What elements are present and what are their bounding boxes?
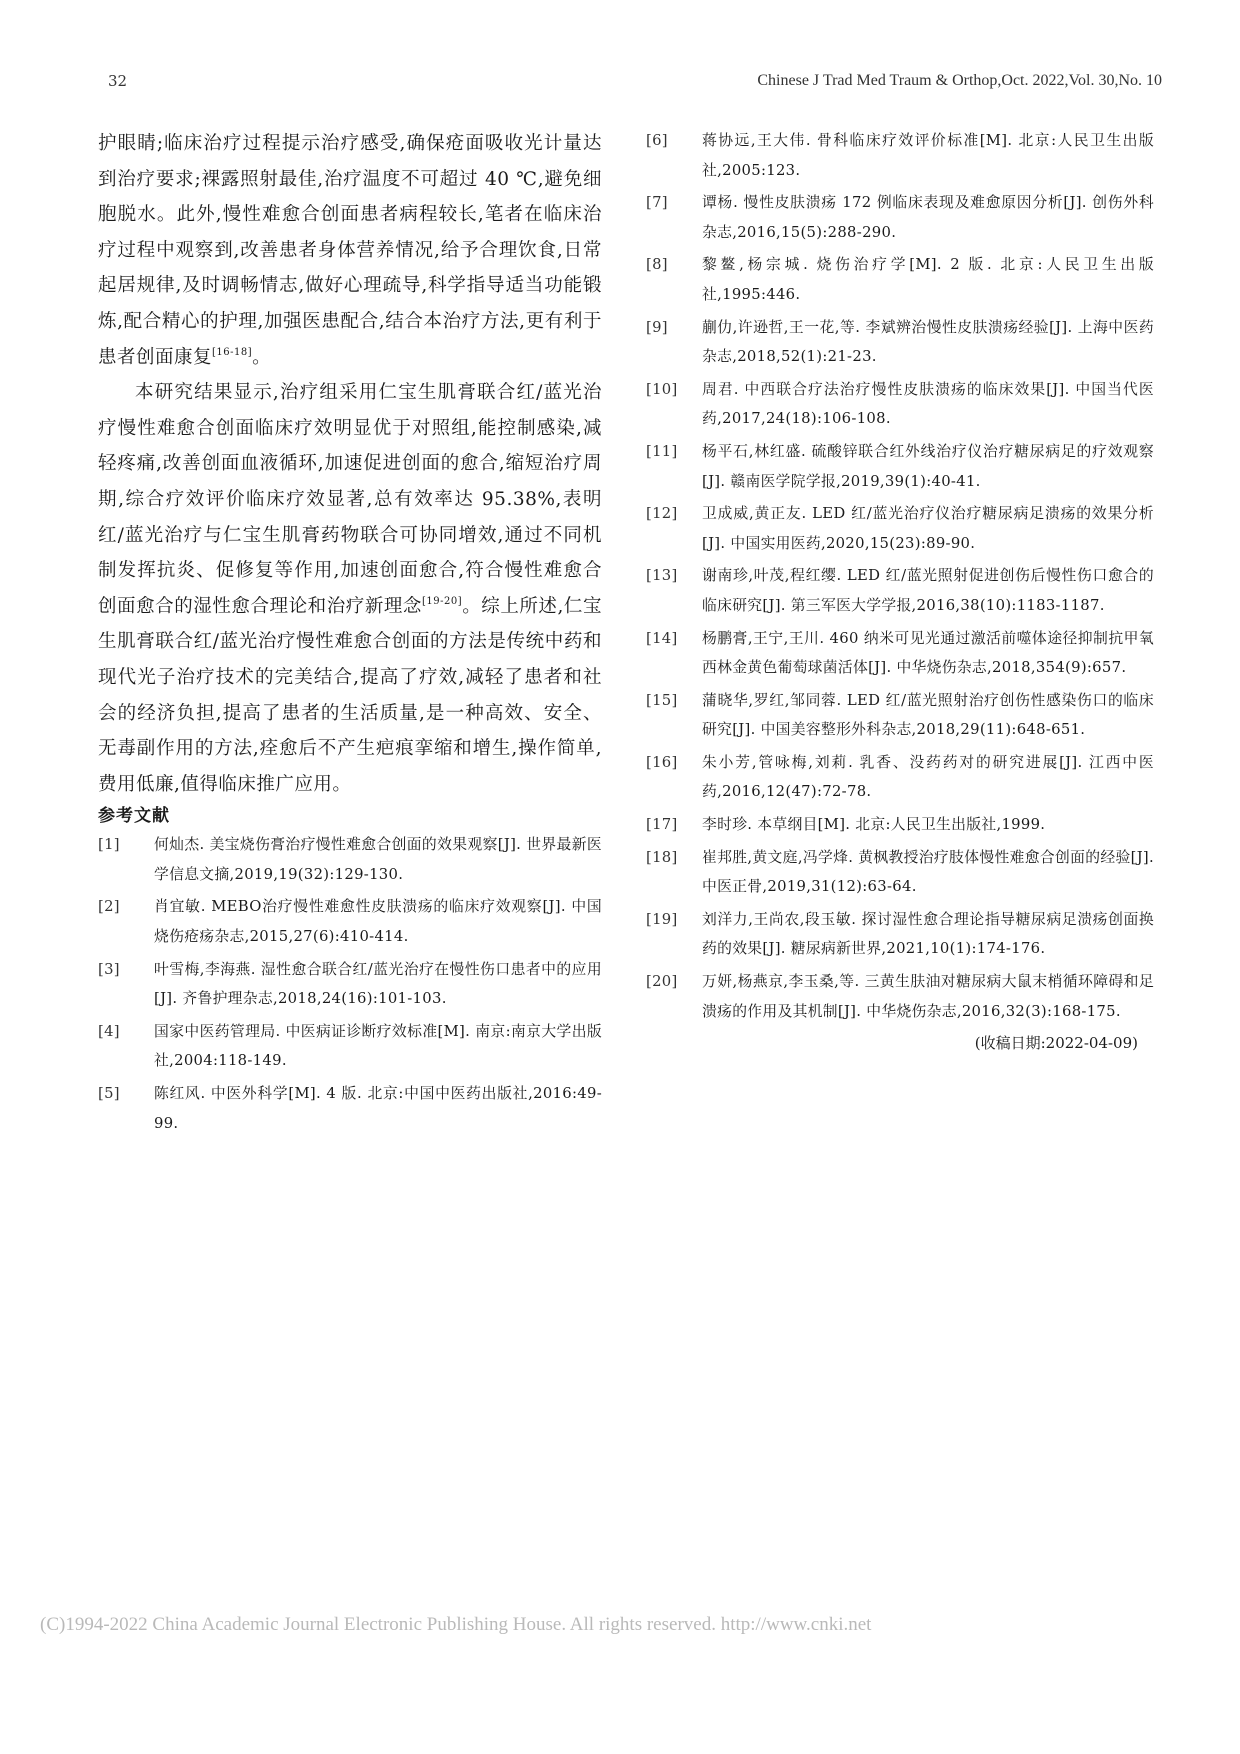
reference-number: [19] bbox=[646, 910, 678, 928]
reference-item bbox=[98, 830, 602, 889]
reference-number: [14] bbox=[646, 629, 678, 647]
reference-number: [9] bbox=[646, 318, 668, 336]
reference-number: [16] bbox=[646, 753, 678, 771]
reference-text: 蒲晓华,罗红,邹同蓉. LED 红/蓝光照射治疗创伤性感染伤口的临床研究[J]. 中国美容整形外科杂志,2018,29(11):648-651. bbox=[702, 691, 1154, 739]
left-column bbox=[98, 126, 602, 1141]
reference-number: [4] bbox=[98, 1022, 120, 1040]
paragraph-1-text: 护眼睛;临床治疗过程提示治疗感受,确保疮面吸收光计量达到治疗要求;裸露照射最佳,治疗温度不可超过 40 ℃,避免细胞脱水。此外,慢性难愈合创面患者病程较长,笔者在临床治疗过程中观察到,改善患者身体营养情况,给予合理饮食,日常起居规律,及时调畅情志,做好心理疏导,科学指导适当功能锻炼,配合精心的护理,加强医患配合,结合本治疗方法,更有利于患者创面康复 bbox=[98, 133, 602, 368]
reference-text: 朱小芳,管咏梅,刘莉. 乳香、没药药对的研究进展[J]. 江西中医药,2016,12(47):72-78. bbox=[702, 753, 1154, 801]
reference-list-right bbox=[646, 126, 1154, 1026]
reference-item bbox=[98, 892, 602, 951]
reference-text: 肖宜敏. MEBO治疗慢性难愈性皮肤溃疡的临床疗效观察[J]. 中国烧伤疮疡杂志,2015,27(6):410-414. bbox=[154, 898, 602, 946]
reference-number: [8] bbox=[646, 256, 668, 274]
reference-item bbox=[646, 375, 1154, 434]
paragraph-1 bbox=[98, 126, 602, 375]
reference-number: [10] bbox=[646, 380, 678, 398]
reference-text: 杨平石,林红盛. 硫酸锌联合红外线治疗仪治疗糖尿病足的疗效观察[J]. 赣南医学院学报,2019,39(1):40-41. bbox=[702, 442, 1154, 490]
reference-number: [1] bbox=[98, 836, 120, 854]
reference-number: [5] bbox=[98, 1085, 120, 1103]
reference-number: [18] bbox=[646, 848, 678, 866]
paragraph-1-end: 。 bbox=[252, 346, 272, 368]
reference-number: [7] bbox=[646, 194, 668, 212]
reference-text: 杨鹏膏,王宁,王川. 460 纳米可见光通过激活前噬体途径抑制抗甲氧西林金黄色葡萄球菌活体[J]. 中华烧伤杂志,2018,354(9):657. bbox=[702, 629, 1154, 677]
reference-list-left bbox=[98, 830, 602, 1138]
reference-text: 何灿杰. 美宝烧伤膏治疗慢性难愈合创面的效果观察[J]. 世界最新医学信息文摘,2019,19(32):129-130. bbox=[154, 836, 602, 883]
reference-number: [2] bbox=[98, 898, 120, 916]
reference-text: 卫成威,黄正友. LED 红/蓝光治疗仪治疗糖尿病足溃疡的效果分析[J]. 中国实用医药,2020,15(23):89-90. bbox=[702, 505, 1154, 552]
body-text bbox=[98, 126, 602, 802]
right-column bbox=[646, 126, 1154, 1053]
reference-text: 陈红风. 中医外科学[M]. 4 版. 北京:中国中医药出版社,2016:49-99. bbox=[154, 1085, 602, 1132]
reference-number: [6] bbox=[646, 132, 668, 149]
reference-number: [15] bbox=[646, 691, 678, 709]
reference-text: 叶雪梅,李海燕. 湿性愈合联合红/蓝光治疗在慢性伤口患者中的应用[J]. 齐鲁护理杂志,2018,24(16):101-103. bbox=[154, 960, 602, 1008]
citation-19-20: [19-20] bbox=[422, 595, 463, 607]
reference-number: [17] bbox=[646, 816, 678, 834]
reference-text: 国家中医药管理局. 中医病证诊断疗效标准[M]. 南京:南京大学出版社,2004:118-149. bbox=[154, 1022, 602, 1070]
copyright-footer: (C)1994-2022 China Academic Journal Electronic Publishing House. All rights reserved. http://www.cnki.net bbox=[40, 1614, 872, 1635]
references-heading: 参考文献 bbox=[98, 806, 170, 827]
reference-number: [20] bbox=[646, 973, 678, 991]
received-date: (收稿日期:2022-04-09) bbox=[974, 1034, 1138, 1053]
paragraph-2 bbox=[98, 375, 602, 802]
reference-text: 周君. 中西联合疗法治疗慢性皮肤溃疡的临床效果[J]. 中国当代医药,2017,24(18):106-108. bbox=[702, 380, 1154, 428]
citation-16-18: [16-18] bbox=[212, 346, 253, 358]
reference-item bbox=[646, 437, 1154, 496]
reference-item bbox=[646, 624, 1154, 683]
reference-text: 黎鳌,杨宗城. 烧伤治疗学[M]. 2 版. 北京:人民卫生出版社,1995:446. bbox=[702, 256, 1154, 303]
reference-item bbox=[98, 955, 602, 1014]
reference-text: 谢南珍,叶茂,程红缨. LED 红/蓝光照射促进创伤后慢性伤口愈合的临床研究[J]. 第三军医大学学报,2016,38(10):1183-1187. bbox=[702, 567, 1154, 614]
reference-number: [3] bbox=[98, 960, 120, 978]
reference-text: 李时珍. 本草纲目[M]. 北京:人民卫生出版社,1999. bbox=[702, 816, 1046, 834]
reference-number: [13] bbox=[646, 567, 678, 585]
reference-number: [11] bbox=[646, 442, 678, 460]
reference-item bbox=[98, 1017, 602, 1076]
reference-item bbox=[646, 748, 1154, 807]
reference-item bbox=[646, 126, 1154, 185]
reference-item bbox=[98, 1079, 602, 1138]
reference-text: 蒯仂,许逊哲,王一花,等. 李斌辨治慢性皮肤溃疡经验[J]. 上海中医药杂志,2018,52(1):21-23. bbox=[702, 318, 1154, 366]
reference-text: 崔邦胜,黄文庭,冯学烽. 黄枫教授治疗肢体慢性难愈合创面的经验[J]. 中医正骨,2019,31(12):63-64. bbox=[702, 848, 1154, 896]
reference-item bbox=[646, 686, 1154, 745]
reference-item bbox=[646, 313, 1154, 372]
reference-item bbox=[646, 810, 1154, 840]
reference-text: 刘洋力,王尚农,段玉敏. 探讨湿性愈合理论指导糖尿病足溃疡创面换药的效果[J]. 糖尿病新世界,2021,10(1):174-176. bbox=[702, 910, 1154, 958]
reference-item bbox=[646, 561, 1154, 620]
reference-text: 谭杨. 慢性皮肤溃疡 172 例临床表现及难愈原因分析[J]. 创伤外科杂志,2016,15(5):288-290. bbox=[702, 194, 1154, 241]
reference-item bbox=[646, 967, 1154, 1026]
reference-item bbox=[646, 499, 1154, 558]
journal-running-header: Chinese J Trad Med Traum & Orthop,Oct. 2022,Vol. 30,No. 10 bbox=[757, 72, 1162, 89]
reference-number: [12] bbox=[646, 505, 678, 523]
reference-item bbox=[646, 250, 1154, 309]
reference-text: 万妍,杨燕京,李玉桑,等. 三黄生肤油对糖尿病大鼠末梢循环障碍和足溃疡的作用及其机制[J]. 中华烧伤杂志,2016,32(3):168-175. bbox=[702, 973, 1154, 1020]
reference-item bbox=[646, 843, 1154, 902]
paragraph-2-text-a: 本研究结果显示,治疗组采用仁宝生肌膏联合红/蓝光治疗慢性难愈合创面临床疗效明显优于对照组,能控制感染,减轻疼痛,改善创面血液循环,加速促进创面的愈合,缩短治疗周期,综合疗效评价临床疗效显著,总有效率达 95.38%,表明红/蓝光治疗与仁宝生肌膏药物联合可协同增效,通过不同机制发挥抗炎、促修复等作用,加速创面愈合,符合慢性难愈合创面愈合的湿性愈合理论和治疗新理念 bbox=[98, 382, 602, 617]
page-number: 32 bbox=[108, 72, 128, 90]
reference-item bbox=[646, 905, 1154, 964]
paragraph-2-text-b: 。综上所述,仁宝生肌膏联合红/蓝光治疗慢性难愈合创面的方法是传统中药和现代光子治疗技术的完美结合,提高了疗效,减轻了患者和社会的经济负担,提高了患者的生活质量,是一种高效、安全、无毒副作用的方法,痊愈后不产生疤痕挛缩和增生,操作简单,费用低廉,值得临床推广应用。 bbox=[98, 595, 602, 795]
reference-item bbox=[646, 188, 1154, 247]
reference-text: 蒋协远,王大伟. 骨科临床疗效评价标准[M]. 北京:人民卫生出版社,2005:123. bbox=[702, 132, 1154, 179]
